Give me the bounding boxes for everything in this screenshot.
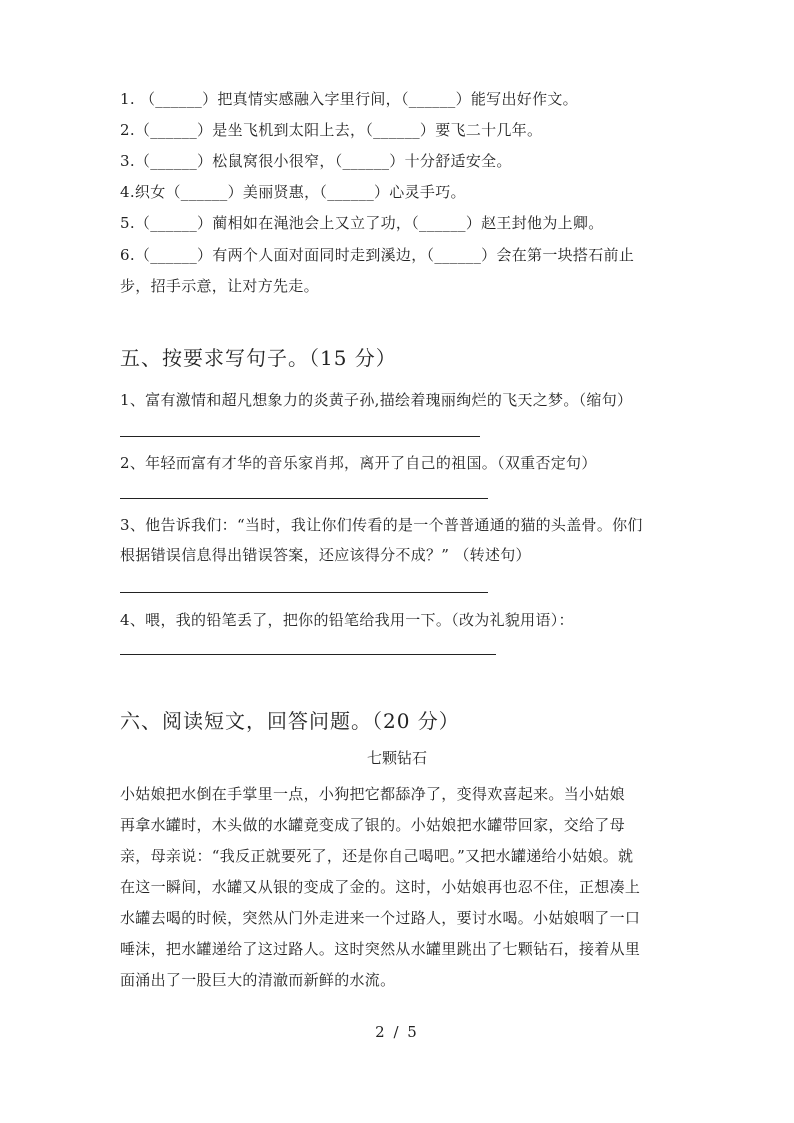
section-5-heading: 五、按要求写句子。（15 分） <box>120 346 397 370</box>
question-5-4: 4、喂，我的铅笔丢了，把你的铅笔给我用一下。（改为礼貌用语）： <box>120 611 574 629</box>
passage-line-1: 小姑娘把水倒在手掌里一点，小狗把它都舔净了，变得欢喜起来。当小姑娘 <box>120 785 625 803</box>
question-5-2: 2、年轻而富有才华的音乐家肖邦，离开了自己的祖国。（双重否定句） <box>120 454 597 472</box>
question-5-1: 1、富有激情和超凡想象力的炎黄子孙,描绘着瑰丽绚烂的飞天之梦。（缩句） <box>120 391 633 409</box>
fill-item-1: 1. （______）把真情实感融入字里行间，（______）能写出好作文。 <box>120 90 578 108</box>
passage-line-3: 亲，母亲说：“我反正就要死了，还是你自己喝吧。”又把水罐递给小姑娘。就 <box>120 847 634 865</box>
question-5-3-line-1: 3、他告诉我们：“当时，我让你们传看的是一个普普通通的猫的头盖骨。你们 <box>120 516 643 534</box>
passage-line-2: 再拿水罐时，木头做的水罐竟变成了银的。小姑娘把水罐带回家，交给了母 <box>120 816 625 834</box>
fill-item-4: 4.织女（______）美丽贤惠，（______）心灵手巧。 <box>120 183 466 201</box>
fill-item-3: 3.（______）松鼠窝很小很窄，（______）十分舒适安全。 <box>120 152 512 170</box>
passage-line-6: 唾沫，把水罐递给了这过路人。这时突然从水罐里跳出了七颗钻石，接着从里 <box>120 940 641 958</box>
fill-item-5: 5.（______）蔺相如在渑池会上又立了功，（______）赵王封他为上卿。 <box>120 214 604 232</box>
passage-line-4: 在这一瞬间，水罐又从银的变成了金的。这时，小姑娘再也忍不住，正想凑上 <box>120 878 641 896</box>
fill-item-6-continued: 步，招手示意，让对方先走。 <box>120 277 319 295</box>
passage-line-7: 面涌出了一股巨大的清澈而新鲜的水流。 <box>120 971 396 989</box>
passage-title: 七颗钻石 <box>366 749 427 767</box>
answer-line-2[interactable] <box>120 498 488 499</box>
page-number: 2 / 5 <box>375 1023 419 1041</box>
answer-line-4[interactable] <box>120 654 496 655</box>
section-6-heading: 六、阅读短文，回答问题。（20 分） <box>120 709 460 733</box>
fill-item-6: 6.（______）有两个人面对面同时走到溪边，（______）会在第一块搭石前止 <box>120 246 635 264</box>
question-5-3-line-2: 根据错误信息得出错误答案，还应该得分不成？” （转述句） <box>120 546 531 564</box>
passage-line-5: 水罐去喝的时候，突然从门外走进来一个过路人，要讨水喝。小姑娘咽了一口 <box>120 909 641 927</box>
fill-item-2: 2.（______）是坐飞机到太阳上去，（______）要飞二十几年。 <box>120 121 543 139</box>
answer-line-1[interactable] <box>120 436 480 437</box>
answer-line-3[interactable] <box>120 592 488 593</box>
